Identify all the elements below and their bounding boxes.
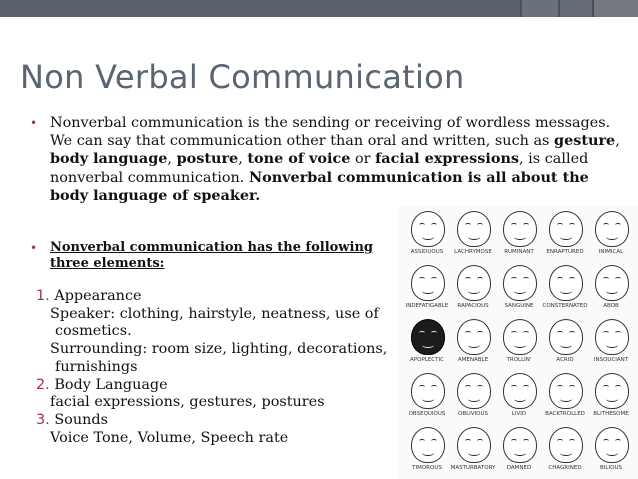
list-item-line: facial expressions, gestures, postures: [50, 394, 325, 411]
face-label: TROLLIN': [506, 357, 532, 363]
face-drawing: [457, 373, 491, 409]
face-label: CHAGRINED: [548, 465, 582, 471]
face-mouth: [606, 396, 618, 402]
face-label: ABOB: [603, 303, 619, 309]
face-mouth: [560, 288, 572, 294]
face-drawing: [503, 427, 537, 463]
rage-face-icon: [450, 262, 496, 317]
rage-face-icon: [496, 316, 542, 371]
face-mouth: [514, 396, 526, 402]
face-drawing: [411, 373, 445, 409]
face-drawing: [595, 211, 629, 247]
face-drawing: [595, 427, 629, 463]
list-item-body-language: [36, 377, 396, 412]
face-mouth: [422, 288, 434, 294]
rage-face-icon: [588, 208, 634, 263]
text-run: or: [350, 151, 376, 168]
list-item-line: furnishings: [55, 358, 138, 375]
text-run: , is called nonverbal communication.: [50, 151, 589, 186]
face-label: BILIOUS: [600, 465, 622, 471]
face-label: DAMNED: [506, 465, 532, 471]
top-bar-segment: [560, 0, 592, 17]
rage-face-icon: [404, 316, 450, 371]
list-number: 1.: [36, 288, 50, 304]
list-item-sounds: [36, 412, 396, 447]
face-drawing: [595, 265, 629, 301]
rage-face-icon: [588, 316, 634, 371]
rage-face-icon: [496, 370, 542, 425]
list-number: 2.: [36, 376, 50, 393]
face-mouth: [422, 450, 434, 456]
face-mouth: [468, 450, 480, 456]
face-drawing: [411, 265, 445, 301]
bullet-marker: •: [30, 116, 38, 130]
rage-face-icon: [542, 424, 588, 479]
face-mouth: [514, 450, 526, 456]
face-mouth: [514, 288, 526, 294]
bullet-marker: •: [30, 241, 38, 255]
face-mouth: [468, 288, 480, 294]
text-run: ,: [615, 133, 620, 150]
face-mouth: [606, 288, 618, 294]
bold-term: posture: [176, 150, 239, 168]
face-drawing: [411, 211, 445, 247]
face-label: AMENABLE: [457, 357, 489, 363]
face-label: RUMINANT: [504, 249, 534, 255]
face-drawing: [457, 319, 491, 355]
rage-face-icon: [542, 316, 588, 371]
rage-face-icon: [542, 208, 588, 263]
face-label: OBSEQUIOUS: [408, 411, 446, 417]
list-item-head: Appearance: [54, 288, 142, 304]
elements-intro-text: Nonverbal communication has the following three elements:: [50, 240, 373, 271]
elements-list: [36, 288, 396, 447]
top-bar-segment: [0, 0, 520, 17]
face-drawing: [549, 427, 583, 463]
face-mouth: [606, 342, 618, 348]
top-bar-segment: [594, 0, 638, 17]
face-drawing: [457, 265, 491, 301]
face-drawing: [595, 373, 629, 409]
face-mouth: [422, 342, 434, 348]
rage-face-icon: [588, 370, 634, 425]
face-mouth: [468, 396, 480, 402]
face-mouth: [560, 342, 572, 348]
face-drawing: [503, 319, 537, 355]
rage-face-icon: [496, 208, 542, 263]
face-label: LACHRYMOSE: [454, 249, 492, 255]
rage-face-icon: [450, 208, 496, 263]
rage-face-icon: [404, 208, 450, 263]
face-mouth: [468, 234, 480, 240]
face-drawing: [503, 373, 537, 409]
face-drawing: [595, 319, 629, 355]
list-item-head: Sounds: [54, 411, 108, 428]
face-drawing: [411, 427, 445, 463]
list-item-line: cosmetics.: [55, 323, 132, 340]
face-drawing: [549, 319, 583, 355]
face-mouth: [422, 234, 434, 240]
face-label: SANGUINE: [504, 303, 534, 309]
bold-term: gesture: [554, 132, 616, 150]
rage-face-icon: [450, 424, 496, 479]
face-mouth: [606, 450, 618, 456]
text-run: Nonverbal communication is the sending or receiving of wordless messages. We can say that communication other than oral and written, such as: [50, 115, 611, 150]
list-item-line: Surrounding: room size, lighting, decorations,: [50, 341, 388, 358]
face-mouth: [560, 450, 572, 456]
rage-face-icon: [588, 424, 634, 479]
list-item-line: Speaker: clothing, hairstyle, neatness, use of: [50, 305, 379, 322]
face-mouth: [422, 396, 434, 402]
list-number: 3.: [36, 411, 50, 428]
slide-top-bar: [0, 0, 638, 17]
text-run: ,: [238, 151, 248, 168]
slide-title: Non Verbal Communication: [20, 58, 465, 96]
bold-term: Nonverbal communication is all about the body language of speaker.: [50, 168, 589, 204]
face-label: RAPACIOUS: [457, 303, 489, 309]
face-mouth: [606, 234, 618, 240]
face-mouth: [514, 342, 526, 348]
face-drawing: [503, 211, 537, 247]
rage-face-icon: [404, 262, 450, 317]
face-label: ACRID: [556, 357, 574, 363]
definition-text: [50, 115, 620, 205]
face-drawing: [549, 265, 583, 301]
face-label: CONSTERNATED: [542, 303, 588, 309]
face-label: INDEFATIGABLE: [405, 303, 449, 309]
rage-face-icon: [496, 262, 542, 317]
rage-face-icon: [542, 262, 588, 317]
face-label: INSOUCIANT: [593, 357, 629, 363]
face-label: ASSIDUOUS: [410, 249, 444, 255]
face-drawing: [503, 265, 537, 301]
face-label: TIMOROUS: [412, 465, 442, 471]
face-label: LIVID: [511, 411, 527, 417]
rage-face-icon: [404, 370, 450, 425]
top-bar-segment: [522, 0, 558, 17]
face-label: APOPLECTIC: [410, 357, 444, 363]
face-drawing: [457, 211, 491, 247]
face-mouth: [560, 234, 572, 240]
text-run: ,: [167, 151, 177, 168]
face-label: OBLIVIOUS: [457, 411, 489, 417]
rage-faces-image: [398, 206, 638, 479]
list-item-appearance: [36, 288, 396, 377]
bold-term: facial expressions: [375, 150, 520, 168]
rage-face-icon: [496, 424, 542, 479]
face-drawing: [549, 373, 583, 409]
face-label: ENRAPTURED: [546, 249, 584, 255]
face-drawing: [457, 427, 491, 463]
face-label: BACKTROLLED: [545, 411, 585, 417]
rage-face-icon: [588, 262, 634, 317]
rage-face-icon: [450, 316, 496, 371]
face-mouth: [560, 396, 572, 402]
list-item-line: Voice Tone, Volume, Speech rate: [50, 429, 289, 446]
face-label: BLITHESOME: [593, 411, 629, 417]
face-drawing: [549, 211, 583, 247]
rage-face-icon: [542, 370, 588, 425]
list-item-head: Body Language: [54, 376, 168, 393]
face-drawing: [411, 319, 445, 355]
face-label: MASTURBATORY: [450, 465, 496, 471]
face-label: INIMICAL: [598, 249, 624, 255]
rage-face-icon: [404, 424, 450, 479]
bold-term: body language: [50, 150, 168, 168]
face-mouth: [468, 342, 480, 348]
rage-face-icon: [450, 370, 496, 425]
face-mouth: [514, 234, 526, 240]
bold-term: tone of voice: [247, 150, 351, 168]
